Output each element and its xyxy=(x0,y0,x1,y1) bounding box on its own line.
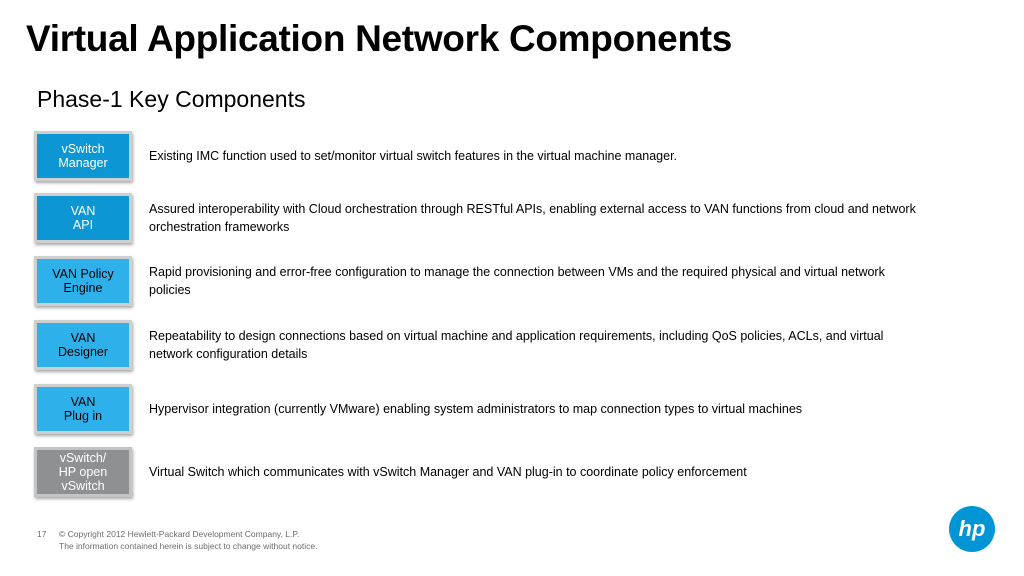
component-label-line: VAN Policy xyxy=(52,267,114,281)
component-label-line: vSwitch xyxy=(61,479,105,493)
component-label-line: Manager xyxy=(58,156,108,170)
component-label-line: VAN xyxy=(70,204,96,218)
component-box-van-api xyxy=(34,193,132,243)
component-row-van-policy-engine xyxy=(34,256,914,310)
hp-logo-text: hp xyxy=(958,516,986,541)
component-label-line: HP open xyxy=(58,465,108,479)
component-label-line: VAN xyxy=(70,331,96,345)
component-box-van-policy-engine xyxy=(34,256,132,306)
hp-logo-icon xyxy=(948,505,996,553)
copyright-text: © Copyright 2012 Hewlett-Packard Development Company, L.P. xyxy=(59,529,300,539)
slide-footer xyxy=(37,528,317,552)
component-row-van-api xyxy=(34,193,914,247)
component-label-line: Plug in xyxy=(63,409,103,423)
page-number: 17 xyxy=(37,529,47,539)
component-label-line: vSwitch xyxy=(61,142,105,156)
component-box-hp-open-vswitch xyxy=(34,447,132,497)
component-label-line: Designer xyxy=(57,345,109,359)
component-description: Repeatability to design connections based on virtual machine and application requirements, including QoS policies, ACLs, and virtual network configuration details xyxy=(149,329,884,361)
component-row-van-designer xyxy=(34,320,914,374)
component-label-line: Engine xyxy=(63,281,103,295)
component-box-vswitch-manager xyxy=(34,131,132,181)
component-description: Existing IMC function used to set/monitor virtual switch features in the virtual machine manager. xyxy=(149,149,678,163)
component-description: Hypervisor integration (currently VMware) enabling system administrators to map connection types to virtual machines xyxy=(149,402,803,416)
component-row-hp-open-vswitch xyxy=(34,447,914,501)
component-box-van-designer xyxy=(34,320,132,370)
component-description: Rapid provisioning and error-free configuration to manage the connection between VMs and the required physical and virtual network policies xyxy=(149,265,885,297)
slide-subtitle: Phase-1 Key Components xyxy=(37,86,306,112)
component-label-line: vSwitch/ xyxy=(59,451,107,465)
slide-title: Virtual Application Network Components xyxy=(26,18,733,59)
component-row-vswitch-manager xyxy=(34,131,914,185)
component-label-line: VAN xyxy=(70,395,96,409)
component-box-van-plug-in xyxy=(34,384,132,434)
component-label-line: API xyxy=(72,218,94,232)
component-description: Assured interoperability with Cloud orchestration through RESTful APIs, enabling external access to VAN functions from cloud and network orchestration frameworks xyxy=(149,202,916,234)
component-description: Virtual Switch which communicates with vSwitch Manager and VAN plug-in to coordinate policy enforcement xyxy=(149,465,747,479)
component-row-van-plug-in xyxy=(34,384,914,438)
notice-text: The information contained herein is subject to change without notice. xyxy=(59,541,318,551)
